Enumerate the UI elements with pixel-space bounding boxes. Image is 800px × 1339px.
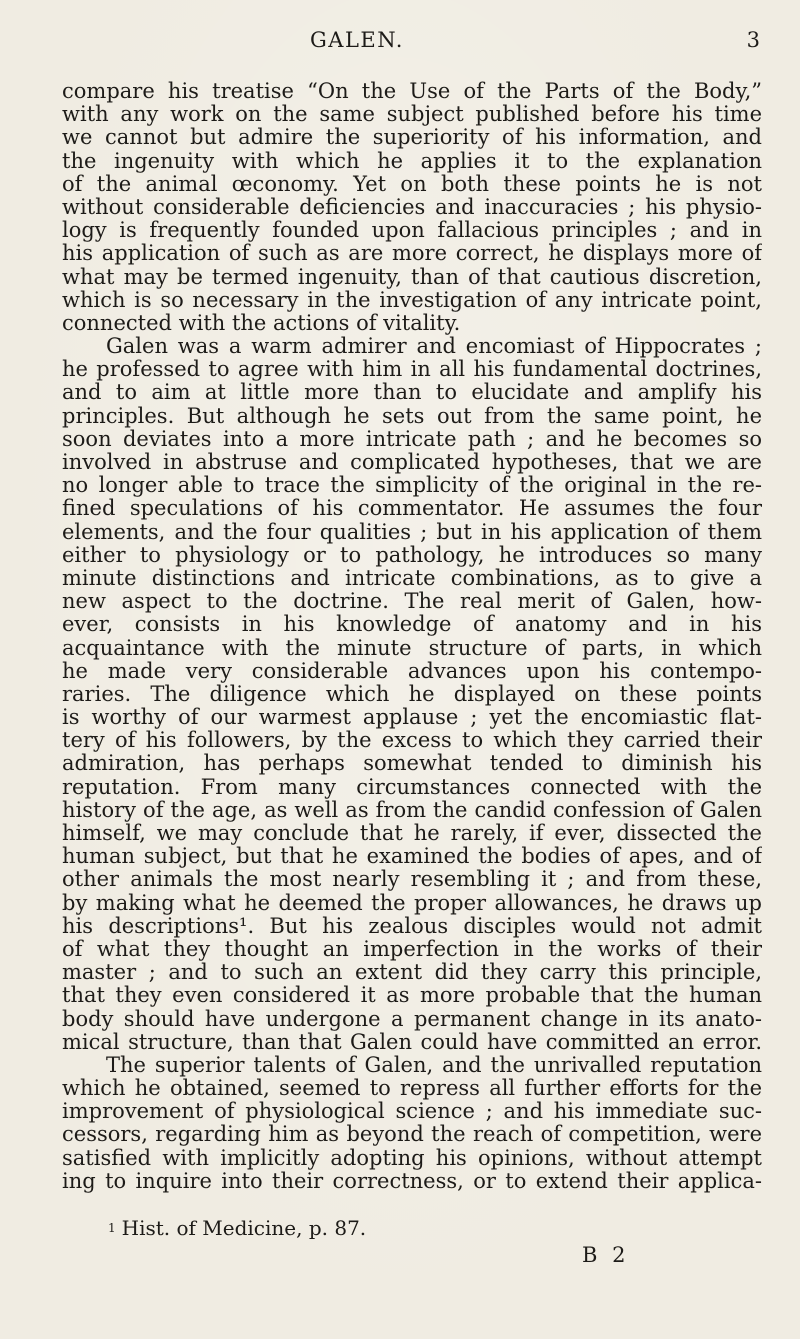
text-line: by making what he deemed the proper allowances, he draws up — [62, 891, 762, 915]
body-text — [62, 80, 762, 1193]
text-line: which is so necessary in the investigation of any intricate point, — [62, 288, 762, 312]
text-line: he made very considerable advances upon his contempo- — [62, 659, 762, 683]
footnote — [108, 1216, 366, 1240]
running-title: GALEN. — [310, 28, 404, 52]
footnote-text: Hist. of Medicine, p. 87. — [121, 1216, 367, 1240]
text-line: his application of such as are more correct, he displays more of — [62, 242, 762, 266]
running-head — [60, 20, 760, 60]
text-line: human subject, but that he examined the bodies of apes, and of — [62, 845, 762, 869]
text-line: new aspect to the doctrine. The real merit of Galen, how- — [62, 590, 762, 614]
text-line: involved in abstruse and complicated hypotheses, that we are — [62, 451, 762, 474]
text-line: acquaintance with the minute structure of parts, in which — [62, 636, 762, 660]
text-line: cessors, regarding him as beyond the reach of competition, were — [62, 1123, 762, 1147]
text-line: ing to inquire into their correctness, or to extend their applica- — [62, 1169, 762, 1193]
text-line: without considerable deficiencies and inaccuracies ; his physio- — [62, 195, 762, 219]
text-line: connected with the actions of vitality. — [62, 311, 461, 335]
text-line: fined speculations of his commentator. He assumes the four — [62, 497, 762, 521]
text-line: which he obtained, seemed to repress all further efforts for the — [62, 1077, 762, 1101]
footnote-marker: 1 — [108, 1221, 116, 1235]
text-line: other animals the most nearly resembling it ; and from these, — [62, 868, 762, 892]
text-line: we cannot but admire the superiority of his information, and — [62, 126, 762, 150]
text-line: either to physiology or to pathology, he introduces so many — [62, 543, 762, 567]
text-line: he professed to agree with him in all his fundamental doctrines, — [62, 358, 762, 382]
text-line: the ingenuity with which he applies it to the explanation — [62, 149, 762, 173]
page-number: 3 — [746, 28, 760, 52]
text-line: satisfied with implicitly adopting his opinions, without attempt — [62, 1146, 762, 1170]
text-line: his descriptions¹. But his zealous disciples would not admit — [62, 914, 762, 938]
text-line: with any work on the same subject published before his time — [62, 103, 762, 127]
text-line: principles. But although he sets out from the same point, he — [62, 404, 762, 428]
text-line: soon deviates into a more intricate path ; and he becomes so — [62, 427, 762, 451]
text-line: master ; and to such an extent did they carry this principle, — [62, 961, 762, 985]
text-line: ever, consists in his knowledge of anatomy and in his — [62, 613, 762, 637]
signature-mark: B 2 — [582, 1243, 630, 1267]
text-line: body should have undergone a permanent change in its anato- — [62, 1007, 762, 1031]
text-line: logy is frequently founded upon fallacious principles ; and in — [62, 219, 762, 243]
text-line: of the animal œconomy. Yet on both these points he is not — [62, 172, 762, 196]
text-line: Galen was a warm admirer and encomiast of Hippocrates ; — [106, 335, 762, 359]
text-line: tery of his followers, by the excess to which they carried their — [62, 729, 762, 753]
text-line: is worthy of our warmest applause ; yet the encomiastic flat- — [62, 706, 762, 730]
text-line: that they even considered it as more probable that the human — [62, 984, 762, 1008]
text-line: elements, and the four qualities ; but in his application of them — [62, 520, 762, 544]
text-line: no longer able to trace the simplicity of the original in the re- — [62, 474, 762, 498]
text-line: of what they thought an imperfection in the works of their — [62, 937, 762, 961]
text-line: minute distinctions and intricate combinations, as to give a — [62, 566, 762, 590]
text-line: raries. The diligence which he displayed on these points — [62, 682, 762, 706]
text-line: compare his treatise “On the Use of the Parts of the Body,” — [62, 80, 762, 103]
text-line: reputation. From many circumstances connected with the — [62, 775, 762, 799]
text-line: admiration, has perhaps somewhat tended to diminish his — [62, 752, 762, 776]
text-line: improvement of physiological science ; and his immediate suc- — [62, 1100, 762, 1124]
text-line: and to aim at little more than to elucidate and amplify his — [62, 381, 762, 405]
text-line: what may be termed ingenuity, than of that cautious discretion, — [62, 265, 762, 289]
text-line: The superior talents of Galen, and the unrivalled reputation — [106, 1053, 762, 1077]
text-line: mical structure, than that Galen could have committed an error. — [62, 1030, 762, 1054]
text-line: history of the age, as well as from the candid confession of Galen — [62, 798, 762, 822]
text-line: himself, we may conclude that he rarely, if ever, dissected the — [62, 822, 762, 845]
